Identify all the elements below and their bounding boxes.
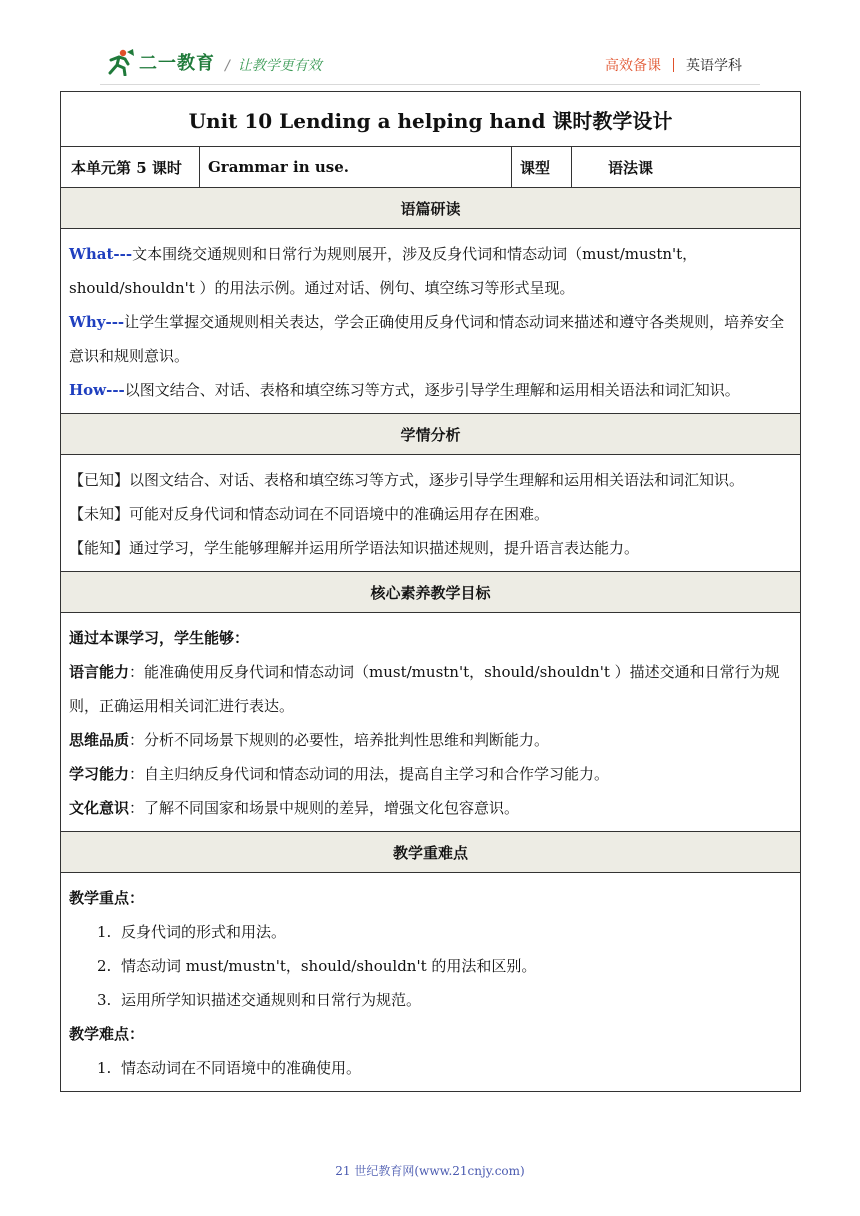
list-item-text: 反身代词的形式和用法。 (121, 923, 287, 941)
key-points-label: 教学重点： (69, 889, 145, 907)
difficult-points-label: 教学难点： (69, 1025, 145, 1043)
how-label: How--- (69, 381, 125, 399)
header-divider (673, 58, 674, 72)
section-heading-text-study: 语篇研读 (61, 188, 801, 229)
list-item (69, 1051, 792, 1085)
document-title: Unit 10 Lending a helping hand 课时教学设计 (61, 92, 801, 147)
slogan: / 让教学更有效 (225, 58, 322, 74)
section-heading-key-points: 教学重难点 (61, 832, 801, 873)
logo-text: 二一教育 (139, 53, 215, 74)
objectives-content (61, 613, 801, 832)
why-paragraph (69, 305, 792, 373)
header-tag-subject: 英语学科 (686, 58, 742, 74)
runner-logo-icon (105, 48, 135, 76)
page-header (0, 0, 860, 90)
thinking-label: 思维品质 (69, 731, 130, 749)
header-right (605, 55, 742, 75)
lesson-type-label: 课型 (512, 147, 572, 188)
objectives-intro: 通过本课学习，学生能够： (69, 629, 250, 647)
section-heading-student-analysis: 学情分析 (61, 414, 801, 455)
learning-objective (69, 757, 792, 791)
lesson-plan-table (60, 91, 801, 1092)
list-item (69, 983, 792, 1017)
lesson-type-value: 语法课 (572, 147, 801, 188)
list-item-text: 运用所学知识描述交通规则和日常行为规范。 (121, 991, 422, 1009)
thinking-objective (69, 723, 792, 757)
list-item-number: 1. (97, 923, 112, 941)
key-points-content (61, 873, 801, 1092)
lesson-number: 本单元第 5 课时 (61, 147, 200, 188)
list-item-number: 1. (97, 1059, 112, 1077)
lesson-topic: Grammar in use. (200, 147, 512, 188)
list-item-number: 3. (97, 991, 112, 1009)
why-label: Why--- (69, 313, 125, 331)
list-item-text: 情态动词 must/mustn't，should/shouldn't 的用法和区别。 (121, 957, 537, 975)
student-analysis-content (61, 455, 801, 572)
page-footer: 21 世纪教育网(www.21cnjy.com) (335, 1164, 525, 1178)
list-item (69, 915, 792, 949)
section-heading-objectives: 核心素养教学目标 (61, 572, 801, 613)
list-item (69, 949, 792, 983)
header-tag-prep: 高效备课 (605, 58, 661, 74)
language-objective (69, 655, 792, 723)
language-label: 语言能力 (69, 663, 130, 681)
header-rule (100, 84, 760, 85)
logo (105, 48, 215, 76)
how-paragraph (69, 373, 792, 407)
list-item-text: 情态动词在不同语境中的准确使用。 (121, 1059, 362, 1077)
learning-text: ：自主归纳反身代词和情态动词的用法，提高自主学习和合作学习能力。 (129, 765, 610, 783)
known-paragraph: 【已知】以图文结合、对话、表格和填空练习等方式，逐步引导学生理解和运用相关语法和词汇知识。 (69, 471, 745, 489)
what-label: What--- (69, 245, 133, 263)
culture-text: ：了解不同国家和场景中规则的差异，增强文化包容意识。 (129, 799, 520, 817)
list-item-number: 2. (97, 957, 112, 975)
thinking-text: ：分析不同场景下规则的必要性，培养批判性思维和判断能力。 (129, 731, 550, 749)
slogan-text: 让教学更有效 (237, 58, 322, 74)
able-paragraph: 【能知】通过学习，学生能够理解并运用所学语法知识描述规则，提升语言表达能力。 (69, 539, 640, 557)
language-text: ：能准确使用反身代词和情态动词（must/mustn't，should/shouldn't ）描述交通和日常行为规则，正确运用相关词汇进行表达。 (69, 663, 780, 715)
why-text: 让学生掌握交通规则相关表达，学会正确使用反身代词和情态动词来描述和遵守各类规则，培养安全意识和规则意识。 (69, 313, 785, 365)
culture-objective (69, 791, 792, 825)
learning-label: 学习能力 (69, 765, 130, 783)
unknown-paragraph: 【未知】可能对反身代词和情态动词在不同语境中的准确运用存在困难。 (69, 505, 550, 523)
text-study-content (61, 229, 801, 414)
what-paragraph (69, 237, 792, 305)
culture-label: 文化意识 (69, 799, 130, 817)
what-text: 文本围绕交通规则和日常行为规则展开，涉及反身代词和情态动词（must/mustn't，should/shouldn't ）的用法示例。通过对话、例句、填空练习等形式呈现。 (69, 245, 698, 297)
how-text: 以图文结合、对话、表格和填空练习等方式，逐步引导学生理解和运用相关语法和词汇知识。 (124, 381, 740, 399)
